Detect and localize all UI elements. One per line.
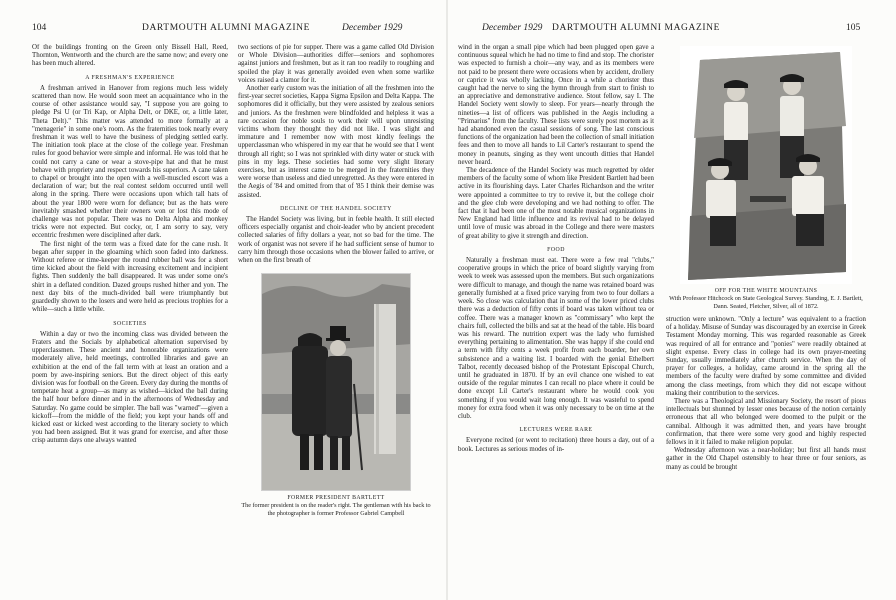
- issue-date: December 1929: [342, 23, 403, 33]
- white-mountains-photo-image: [680, 46, 852, 284]
- bartlett-photo: [261, 273, 411, 491]
- right-column-1: [458, 44, 654, 596]
- paragraph: Everyone recited (or went to recitation) three hours a day, out of a book. Lectures as serious modes of in-: [458, 437, 654, 453]
- paragraph: The Handel Society was living, but in feeble health. It still elected officers especially organist and choir-leader who by ancient precedent collected salaries of fifty dollars a year, not so bad for the time. The work of organist was not severe if he had sufficient sense of humor to carry him through those occasions when the blower failed to arrive, or when on the first breath of: [238, 216, 434, 265]
- page-number: 105: [846, 23, 861, 33]
- section-heading: A FRESHMAN'S EXPERIENCE: [85, 74, 175, 81]
- paragraph: A freshman arrived in Hanover from regions much less widely scattered than now. He would soon meet an acquaintance who in the course of other assistance would say, "I suppose you are going to pledge Psi U (or Tri Kap, or Alpha Delt, or DKE, or, a little later, Theta Delt)." This matter was attended to more formally at a "menagerie" in some one's room. As the fraternities took nearly every freshman it was well to have the business of pledging settled early. The initiation took place at the close of the college year. Freshman rules for good behavior were simple and informal. He was told that he could not carry a cane or wear a stove-pipe hat and that he must behave with propriety and respect towards his superiors. A cane taken to chapel or brought into the open with a well-muscled escort was a declaration of war; but the real contest seldom occurred until well along in the spring. There were occasions upon which tall hats of about the year 1800 were worn for defiance; but as the hats were inevitably smashed whether their owners won or lost this mode of challenge was not popular. There was no Delta Alpha and monkey tricks were not expected. But cocky, or, I am sorry to say, very eccentric freshmen were disciplined after dark.: [32, 84, 228, 240]
- right-column-2: [666, 44, 866, 596]
- white-mountains-photo: [680, 46, 852, 284]
- left-column-2: [238, 44, 434, 596]
- magazine-title: DARTMOUTH ALUMNI MAGAZINE: [552, 23, 721, 33]
- paragraph: There was a Theological and Missionary Society, the resort of pious intellectuals but shunned by lesser ones because of the notion certainly erroneous that all who belonged were doomed to the pulpit or the cannibal. Although it was admitted then, and years have brought confirmation, that there were some very good and highly respected fellows in it it failed to make religion popular.: [666, 398, 866, 447]
- section-heading: SOCIETIES: [113, 320, 147, 327]
- right-page: [448, 0, 896, 600]
- photo-caption: With Professor Hitchcock on State Geological Survey. Standing, E. J. Bartlett, Dann. Seated, Fletcher, Silver, all of 1872.: [669, 295, 863, 310]
- section-heading: LECTURES WERE RARE: [519, 427, 593, 434]
- section-heading: DECLINE OF THE HANDEL SOCIETY: [280, 205, 392, 212]
- section-heading: FOOD: [547, 246, 565, 253]
- paragraph: wind in the organ a small pipe which had been plugged open gave a continuous squeal which he had no time to find and stop. The chorister was expected to furnish a choir—any way, and as its members were not paid to be present there were occasions when by accident, drollery or caprice it was wholly lacking. Once in a while a chorister thus caught had the nerve to sing the hymn through from start to finish to an appreciative and demonstrative audience. Stout fellow, say I. The Handel Society went slowly to sleep. For years—nearly through the nineties—a list of officers was published in the Aegis including a "Primarius" from the faculty. These lists were surely post mortem as it had abandoned even the casual sessions of song. The last conscious functions of the organization had been the collection of small initiation fees and then to move all hands to Lil Carter's restaurant to spend the money in peanuts, singing as they went uncouth ditties that Handel never heard.: [458, 44, 654, 166]
- paragraph: The first night of the term was a fixed date for the cane rush. It began after supper in the gloaming which soon faded into darkness. Without referee or time-keeper the round rubber ball was for a short time kicked about the field with increasing excitement and incipient fights. Then suddenly the ball disappeared. It was under some one's shirt in a deflated condition. Dazed groups rushed hither and yon. The next day bits of the much-divided ball were triumphantly but guardedly shown to the losers and were held as precious trophies for a while—such a little while.: [32, 240, 228, 314]
- photo-caption: The former president is on the reader's right. The gentleman with his back to the photographer is former Professor Gabriel Campbell: [241, 502, 431, 517]
- left-running-head: [0, 23, 448, 37]
- paragraph: two sections of pie for supper. There was a game called Old Division or Whole Division—authorities differ—seniors and sophomores against juniors and freshmen, but as it ran too readily to roughing and spoiled the play it was generally avoided even when some warlike voices raised a clamor for it.: [238, 44, 434, 84]
- bartlett-photo-image: [262, 274, 411, 491]
- paragraph: Within a day or two the incoming class was divided between the Fraters and the Socials by alphabetical alternation supervised by upperclassmen. These ancient and honorable organizations were moderately alive, held meetings, controlled libraries and gave an exhibition at the end of the fall term with at least an oration and a poem by awe-inspiring seniors. But the direct object of this early division was for football on the Green. Every day during the months of tempetate heat a group—as many as wished—kicked the ball during the half hour before dinner and in the afternoons of Wednesday and Saturday. No game could be simpler. The ball was "warned"—given a kickoff—from the middle of the field; you kept your hands off and kicked east or kicked west according to the literary society to which you had been assigned. But it was grand for exercise, and after those crisp autumn days one always wanted: [32, 330, 228, 445]
- photo-title: OFF FOR THE WHITE MOUNTAINS: [714, 288, 818, 294]
- page-number: 104: [32, 23, 47, 33]
- paragraph: Naturally a freshman must eat. There were a few real "clubs," cooperative groups in which the price of board slightly varying from week to week was assessed upon the members. But such organizations were difficult to manage, and though the name was retained board was generally furnished at a fixed price varying from two to four dollars a week. So close was calculation that in some of the lower priced clubs there was a deduction of fifty cents if board was taken without tea or coffee. There was a manager known as "commissary" who kept the chairs full, collected the bills and sat at the head of the table. His board was his reward. The nutrition expert was the lady who furnished everything pertaining to alimentation. She was happy if she could end a term with fifty cents a week profit from each boarder, her own subsistence and a waiting list. I boarded with the genial Ethelbert Talbot, recently deceased bishop of the Protestant Episcopal Church, until he graduated in 1870. If by an evil chance one wished to eat outside of the regular minutes I can recall no place where it could be done except Lil Carter's restaurant where he would cook you something if you would wait long enough. It was wasteful to spend money for extra food when it was only necessary to be on time at the club.: [458, 257, 654, 420]
- paragraph: The decadence of the Handel Society was much regretted by older members of the faculty some of whom like President Bartlett had been active in its flourishing days. Later Charles Richardson and the writer were appointed a committee to try to revive it, but the college choir and the glee club were developing and we had nothing to offer. The fact that it had been one of the most notable musical organizations in New England had little influence and its revival had to be delayed until love of music was abroad in the College and there were masters of great ability to give it strength and direction.: [458, 167, 654, 240]
- paragraph: Wednesday afternoon was a near-holiday; but first all hands must gather in the Old Chapel ostensibly to hear three or four seniors, as many as could be brought: [666, 447, 866, 471]
- photo-title: FORMER PRESIDENT BARTLETT: [287, 495, 385, 502]
- issue-date: December 1929: [482, 23, 543, 33]
- magazine-title: DARTMOUTH ALUMNI MAGAZINE: [142, 23, 311, 33]
- paragraph: Another early custom was the initiation of all the freshmen into the first-year secret societies, Kappa Sigma Epsilon and Delta Kappa. The sophomores did it officially, but they were assisted by zealous seniors and juniors. As the freshmen were blindfolded and helpless it was a rare occasion for noble souls to work their will upon unresisting victims whom they thought they did not like. I was slight and immature and I remember now with most kindly feelings the upperclassman who whispered in my ear that he would see that I went through all right; so I was not sprinkled with dirty water or stuck with pins in my legs. These societies had some very slight literary exercises, but as interest came to be merged in the fraternities they were worse than useless and died unregretted. As they were entered in the Aegis of '84 and omitted from that of '85 I think their demise was assisted.: [238, 85, 434, 199]
- left-column-1: [32, 44, 228, 596]
- paragraph: struction were unknown. "Only a lecture" was equivalent to a fraction of a holiday. Misuse of Sunday was discouraged by an exercise in Greek Testament Monday morning. This was regarded reasonable as Greek was required of all for entrance and "ponies" were readily obtained at slight expense. Every class in college had its own prayer-meeting Sunday, usually immediately after church service. When the day of prayer for colleges, a holiday, came around in the spring all the members of the faculty were drafted by some committee and divided among the class meetings, from which they did not escape without making their contribution to the services.: [666, 316, 866, 397]
- right-running-head: [448, 23, 896, 37]
- paragraph: Of the buildings fronting on the Green only Bissell Hall, Reed, Thornton, Wentworth and the church are the same now; and every one has been much altered.: [32, 44, 228, 68]
